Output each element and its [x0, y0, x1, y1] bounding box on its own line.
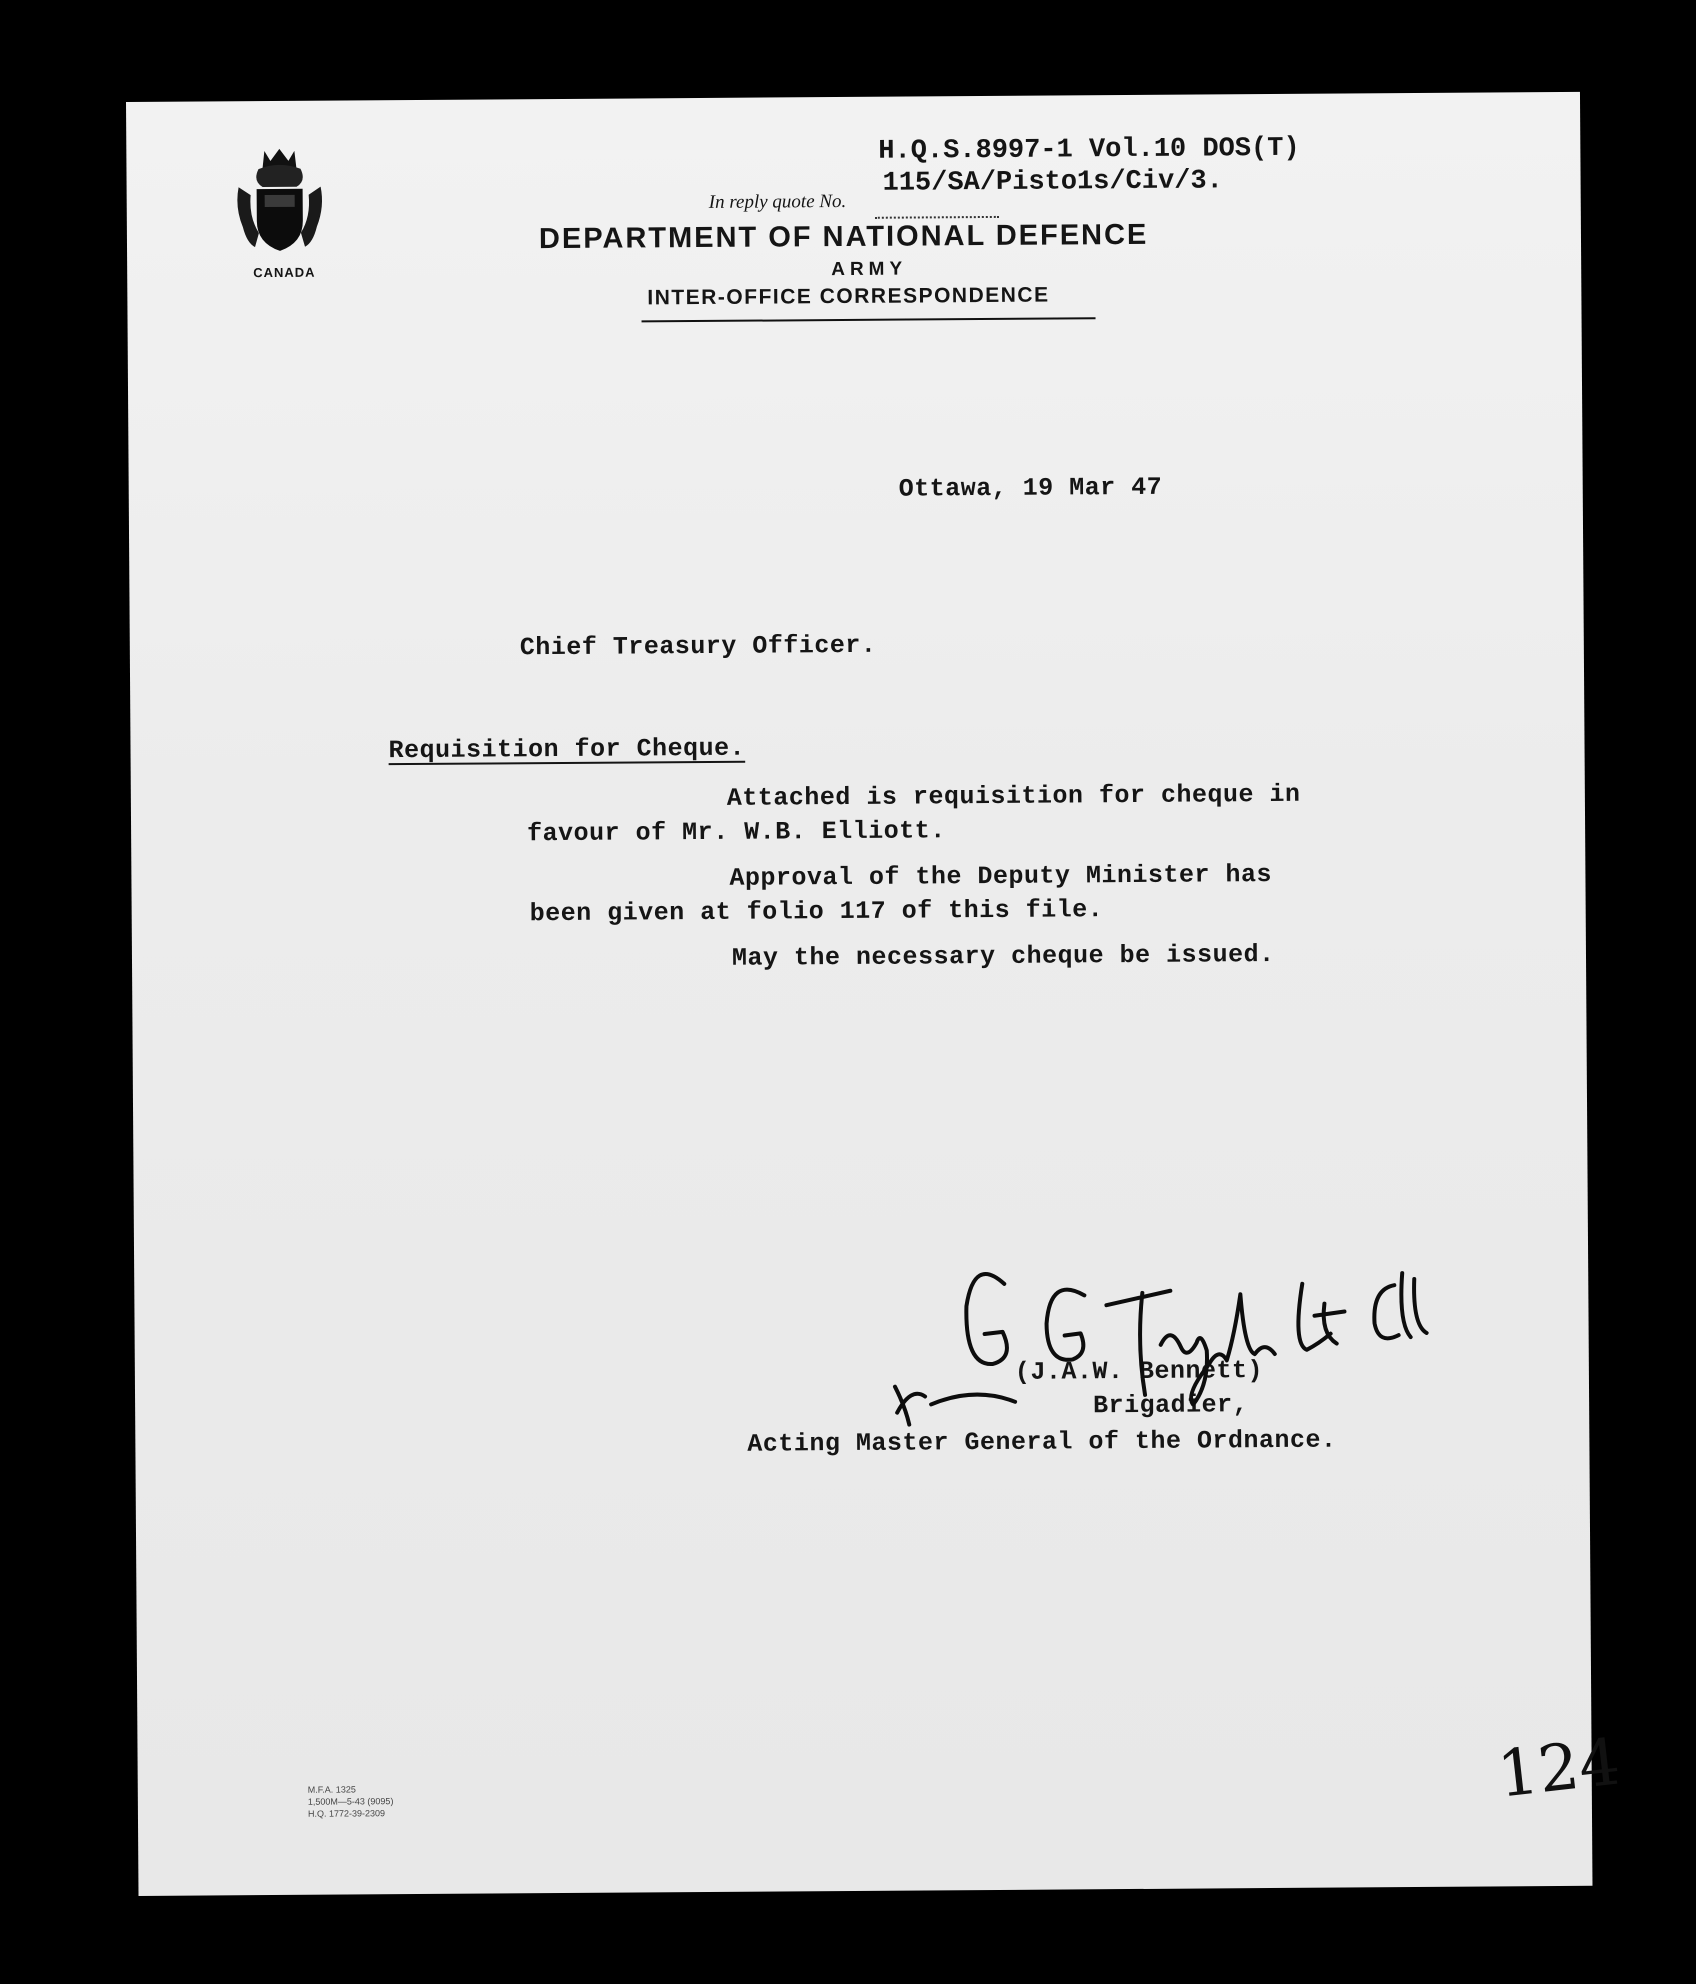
signatory-title: Acting Master General of the Ordnance. — [747, 1425, 1337, 1459]
branch-heading: ARMY — [831, 258, 908, 281]
letterhead-underline — [642, 317, 1096, 322]
body-paragraph-2-line-1: Approval of the Deputy Minister has — [729, 860, 1273, 893]
form-number-line-2: 1,500M—5-43 (9095) — [307, 1796, 394, 1807]
folio-number: 124 — [1493, 1725, 1624, 1813]
coat-of-arms-icon — [234, 147, 325, 262]
emblem-label: CANADA — [253, 264, 316, 281]
subject-line: Requisition for Cheque. — [388, 733, 746, 766]
reply-quote-label: In reply quote No. — [708, 190, 847, 213]
signatory-name: (J.A.W. Bennett) — [1014, 1356, 1264, 1387]
document-page — [126, 92, 1624, 1896]
correspondence-type-heading: INTER-OFFICE CORRESPONDENCE — [647, 283, 1050, 310]
form-number-line-1: M.F.A. 1325 — [307, 1784, 356, 1795]
form-number-line-3: H.Q. 1772-39-2309 — [307, 1808, 386, 1819]
addressee: Chief Treasury Officer. — [519, 630, 877, 663]
coat-of-arms-emblem — [234, 147, 325, 262]
handwritten-signature — [874, 1233, 1435, 1437]
department-heading: DEPARTMENT OF NATIONAL DEFENCE — [538, 218, 1149, 256]
reference-line-2: 115/SA/Pisto1s/Civ/3. — [882, 166, 1223, 199]
signatory-rank: Brigadier, — [1093, 1390, 1249, 1421]
body-paragraph-1-line-2: favour of Mr. W.B. Elliott. — [527, 816, 946, 849]
reference-line-1: H.Q.S.8997-1 Vol.10 DOS(T) — [878, 133, 1300, 167]
body-paragraph-3-line-1: May the necessary cheque be issued. — [731, 940, 1275, 973]
reply-quote-dotted-line — [875, 216, 999, 219]
body-paragraph-2-line-2: been given at folio 117 of this file. — [529, 895, 1104, 929]
body-paragraph-1-line-1: Attached is requisition for cheque in — [726, 779, 1301, 813]
dateline: Ottawa, 19 Mar 47 — [898, 472, 1163, 504]
